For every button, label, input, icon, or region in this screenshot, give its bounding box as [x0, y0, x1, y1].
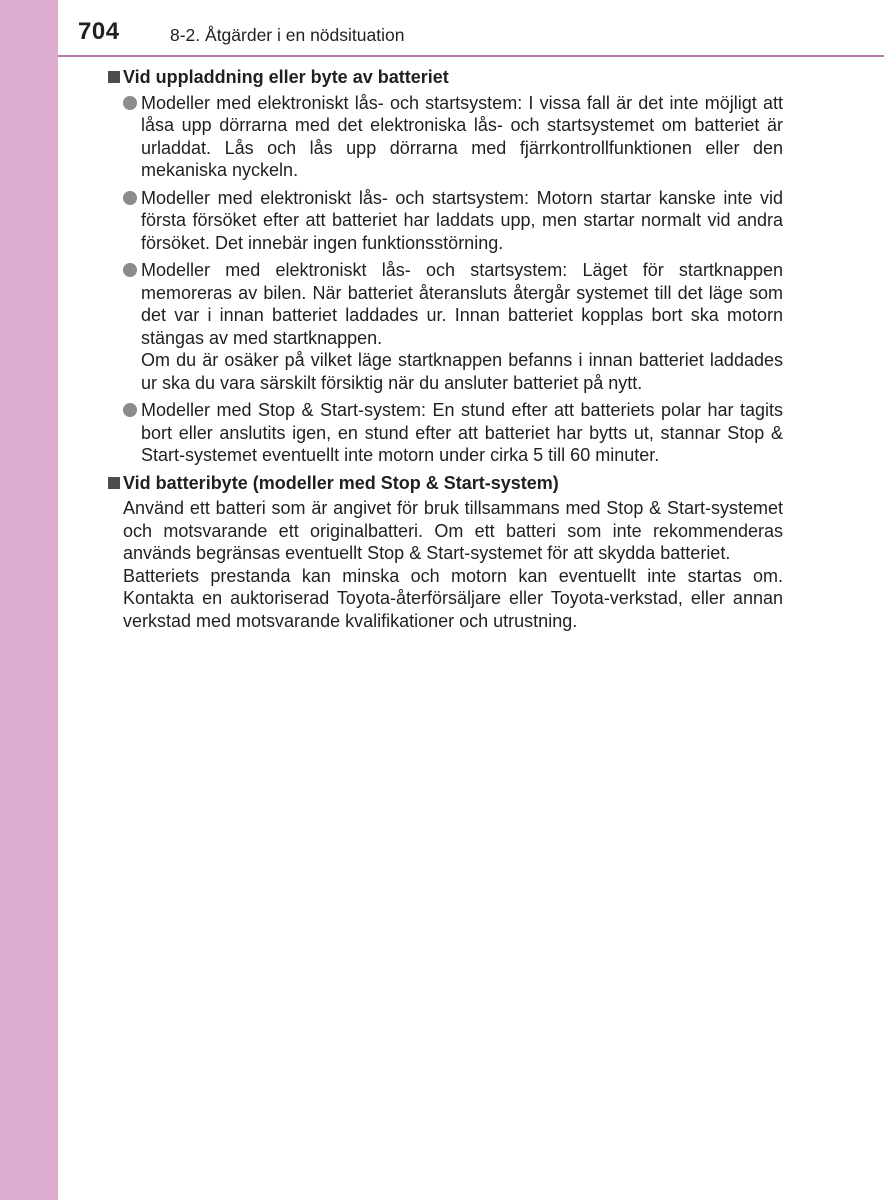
circle-bullet-icon — [123, 263, 137, 277]
list-item — [107, 92, 783, 182]
section-heading-text: Vid batteribyte (modeller med Stop & Start-system) — [123, 472, 559, 493]
list-item-text: Modeller med elektroniskt lås- och startsystem: I vissa fall är det inte möjligt att låsa upp dörrarna med det elektroniska lås- och startsystemet om batteriet är urladdat. Lås och lås upp dörrarna med fjärrkontrollfunktionen eller den mekaniska nyckeln. — [141, 92, 783, 180]
section-body — [107, 497, 783, 632]
paragraph: Använd ett batteri som är angivet för bruk tillsammans med Stop & Start-systemet och motsvarande ett originalbatteri. Om ett batteri som inte rekommenderas används begränsas eventuellt Stop & Start-systemet för att skydda batteriet. — [123, 498, 783, 563]
circle-bullet-icon — [123, 403, 137, 417]
section-heading-text: Vid uppladdning eller byte av batteriet — [123, 67, 449, 87]
header-divider — [58, 55, 884, 57]
list-item — [107, 399, 783, 467]
list-item-text: Modeller med elektroniskt lås- och startsystem: Läget för startknappen memoreras av bilen. När batteriet återansluts återgår systemet till det läge som det var i innan batteriet laddades ur. Innan batteriet kopplas bort ska motorn stängas av med startknappen. — [141, 260, 783, 348]
chapter-sidebar-tab — [0, 0, 58, 1200]
paragraph: Batteriets prestanda kan minska och motorn kan eventuellt inte startas om. Kontakta en auktoriserad Toyota-återförsäljare eller Toyota-verkstad, eller annan verkstad med motsvarande kvalifikationer och utrustning. — [123, 565, 783, 631]
list-item-text: Modeller med Stop & Start-system: En stund efter att batteriets polar har tagits bort eller anslutits igen, en stund efter att batteriet har bytts ut, stannar Stop & Start-systemet eventuellt inte motorn under cirka 5 till 60 minuter. — [141, 400, 783, 465]
circle-bullet-icon — [123, 191, 137, 205]
list-item — [107, 187, 783, 255]
section-heading-charging — [107, 66, 783, 89]
page-number: 704 — [78, 18, 120, 45]
section-title: 8-2. Åtgärder i en nödsituation — [170, 25, 405, 45]
section-heading-battery-replacement — [107, 472, 783, 495]
square-bullet-icon — [108, 477, 120, 489]
list-item-text: Modeller med elektroniskt lås- och startsystem: Motorn startar kanske inte vid första försöket efter att batteriet har laddats upp, men startar normalt vid andra försöket. Det innebär ingen funktionsstörning. — [141, 187, 783, 253]
list-item-text-continued: Om du är osäker på vilket läge startknappen befanns i innan batteriet laddades ur ska du vara särskilt försiktig när du ansluter batteriet på nytt. — [141, 350, 783, 393]
page-content — [107, 66, 783, 632]
square-bullet-icon — [108, 71, 120, 83]
circle-bullet-icon — [123, 96, 137, 110]
list-item — [107, 259, 783, 394]
